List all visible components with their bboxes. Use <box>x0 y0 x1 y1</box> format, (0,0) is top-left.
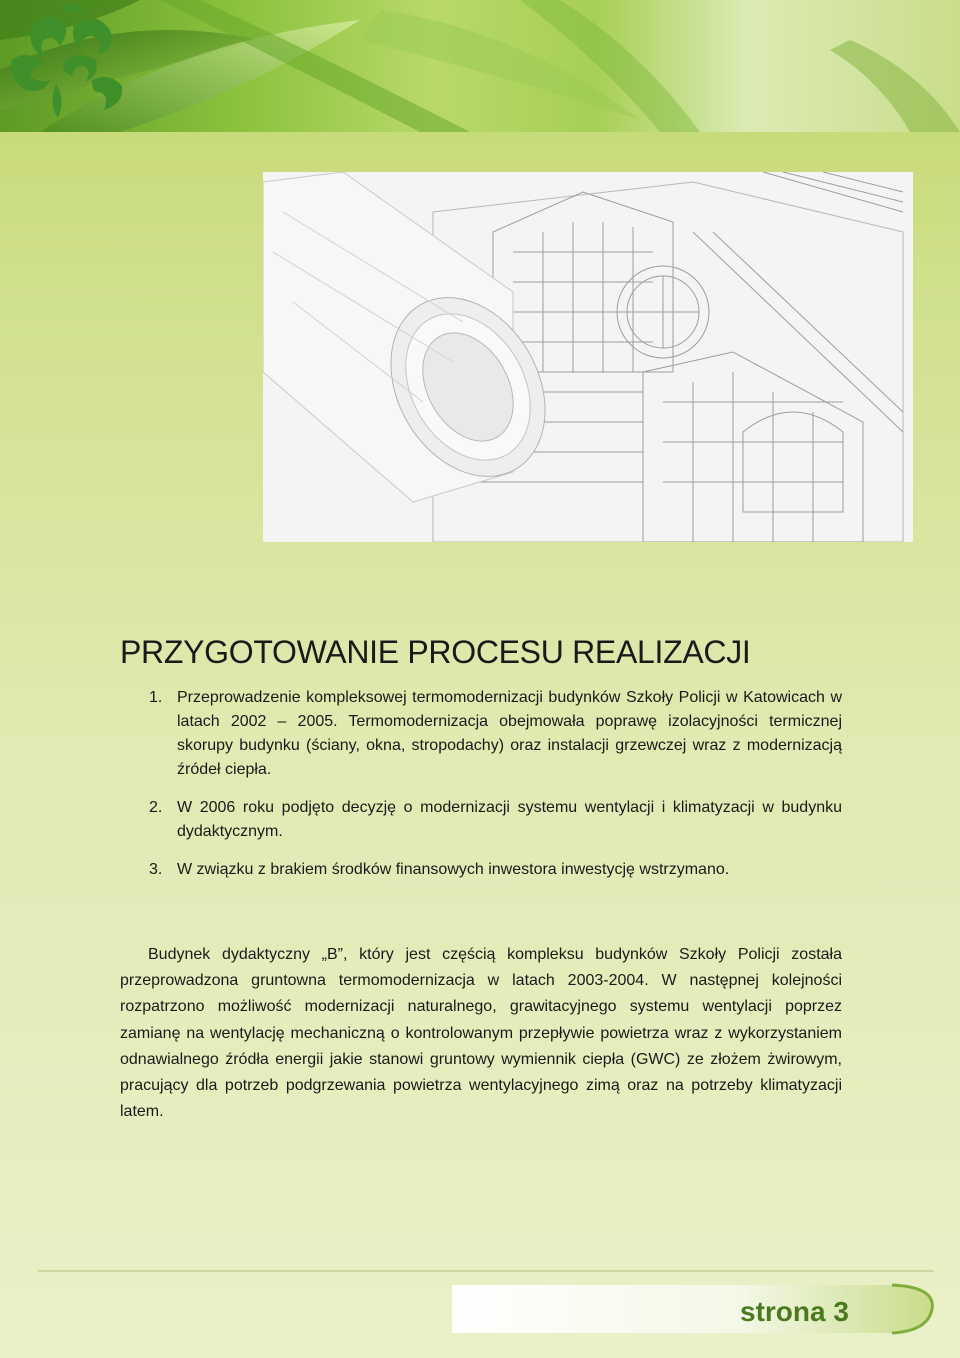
list-item <box>120 686 842 782</box>
page-title: PRZYGOTOWANIE PROCESU REALIZACJI <box>120 634 751 670</box>
list-item-text: Przeprowadzenie kompleksowej termomodernizacji budynków Szkoły Policji w Katowicach w latach 2002 – 2005. Termomodernizacja obejmowała poprawę izolacyjności termicznej skorupy budynku (ściany, okna, stropodachy) oraz instalacji grzewczej wraz z modernizacją źródeł ciepła. <box>177 689 842 778</box>
list-item <box>120 858 842 882</box>
footer-divider <box>38 1270 934 1272</box>
body-paragraph: Budynek dydaktyczny „B”, który jest częścią kompleksu budynków Szkoły Policji została przeprowadzona gruntowna termomodernizacja w latach 2003-2004. W następnej kolejności rozpatrzono możliwość modernizacji naturalnego, grawitacyjnego systemu wentylacji poprzez zamianę na wentylację mechaniczną o kontrolowanym przepływie powietrza wraz z wykorzystaniem odnawialnego źródła energii jakie stanowi gruntowy wymiennik ciepła (GWC) ze złożem żwirowym, pracujący dla potrzeb podgrzewania powietrza wentylacyjnego zimą oraz na potrzeby klimatyzacji latem. <box>120 946 842 1121</box>
page-number: strona 3 <box>740 1296 849 1327</box>
list-item <box>120 796 842 844</box>
list-item-text: W związku z brakiem środków finansowych inwestora inwestycję wstrzymano. <box>177 861 730 878</box>
header-banner-image <box>0 0 960 132</box>
page-number-badge <box>452 1283 936 1335</box>
steps-list <box>120 686 842 896</box>
list-item-number: 2. <box>149 799 163 816</box>
list-item-number: 3. <box>149 861 163 878</box>
architectural-blueprint-image <box>263 172 913 542</box>
list-item-text: W 2006 roku podjęto decyzję o modernizacji systemu wentylacji i klimatyzacji w budynku dydaktycznym. <box>177 799 842 840</box>
aewe-leaf-logo-icon <box>0 0 130 118</box>
green-leaves-image <box>0 0 960 132</box>
list-item-number: 1. <box>149 689 163 706</box>
